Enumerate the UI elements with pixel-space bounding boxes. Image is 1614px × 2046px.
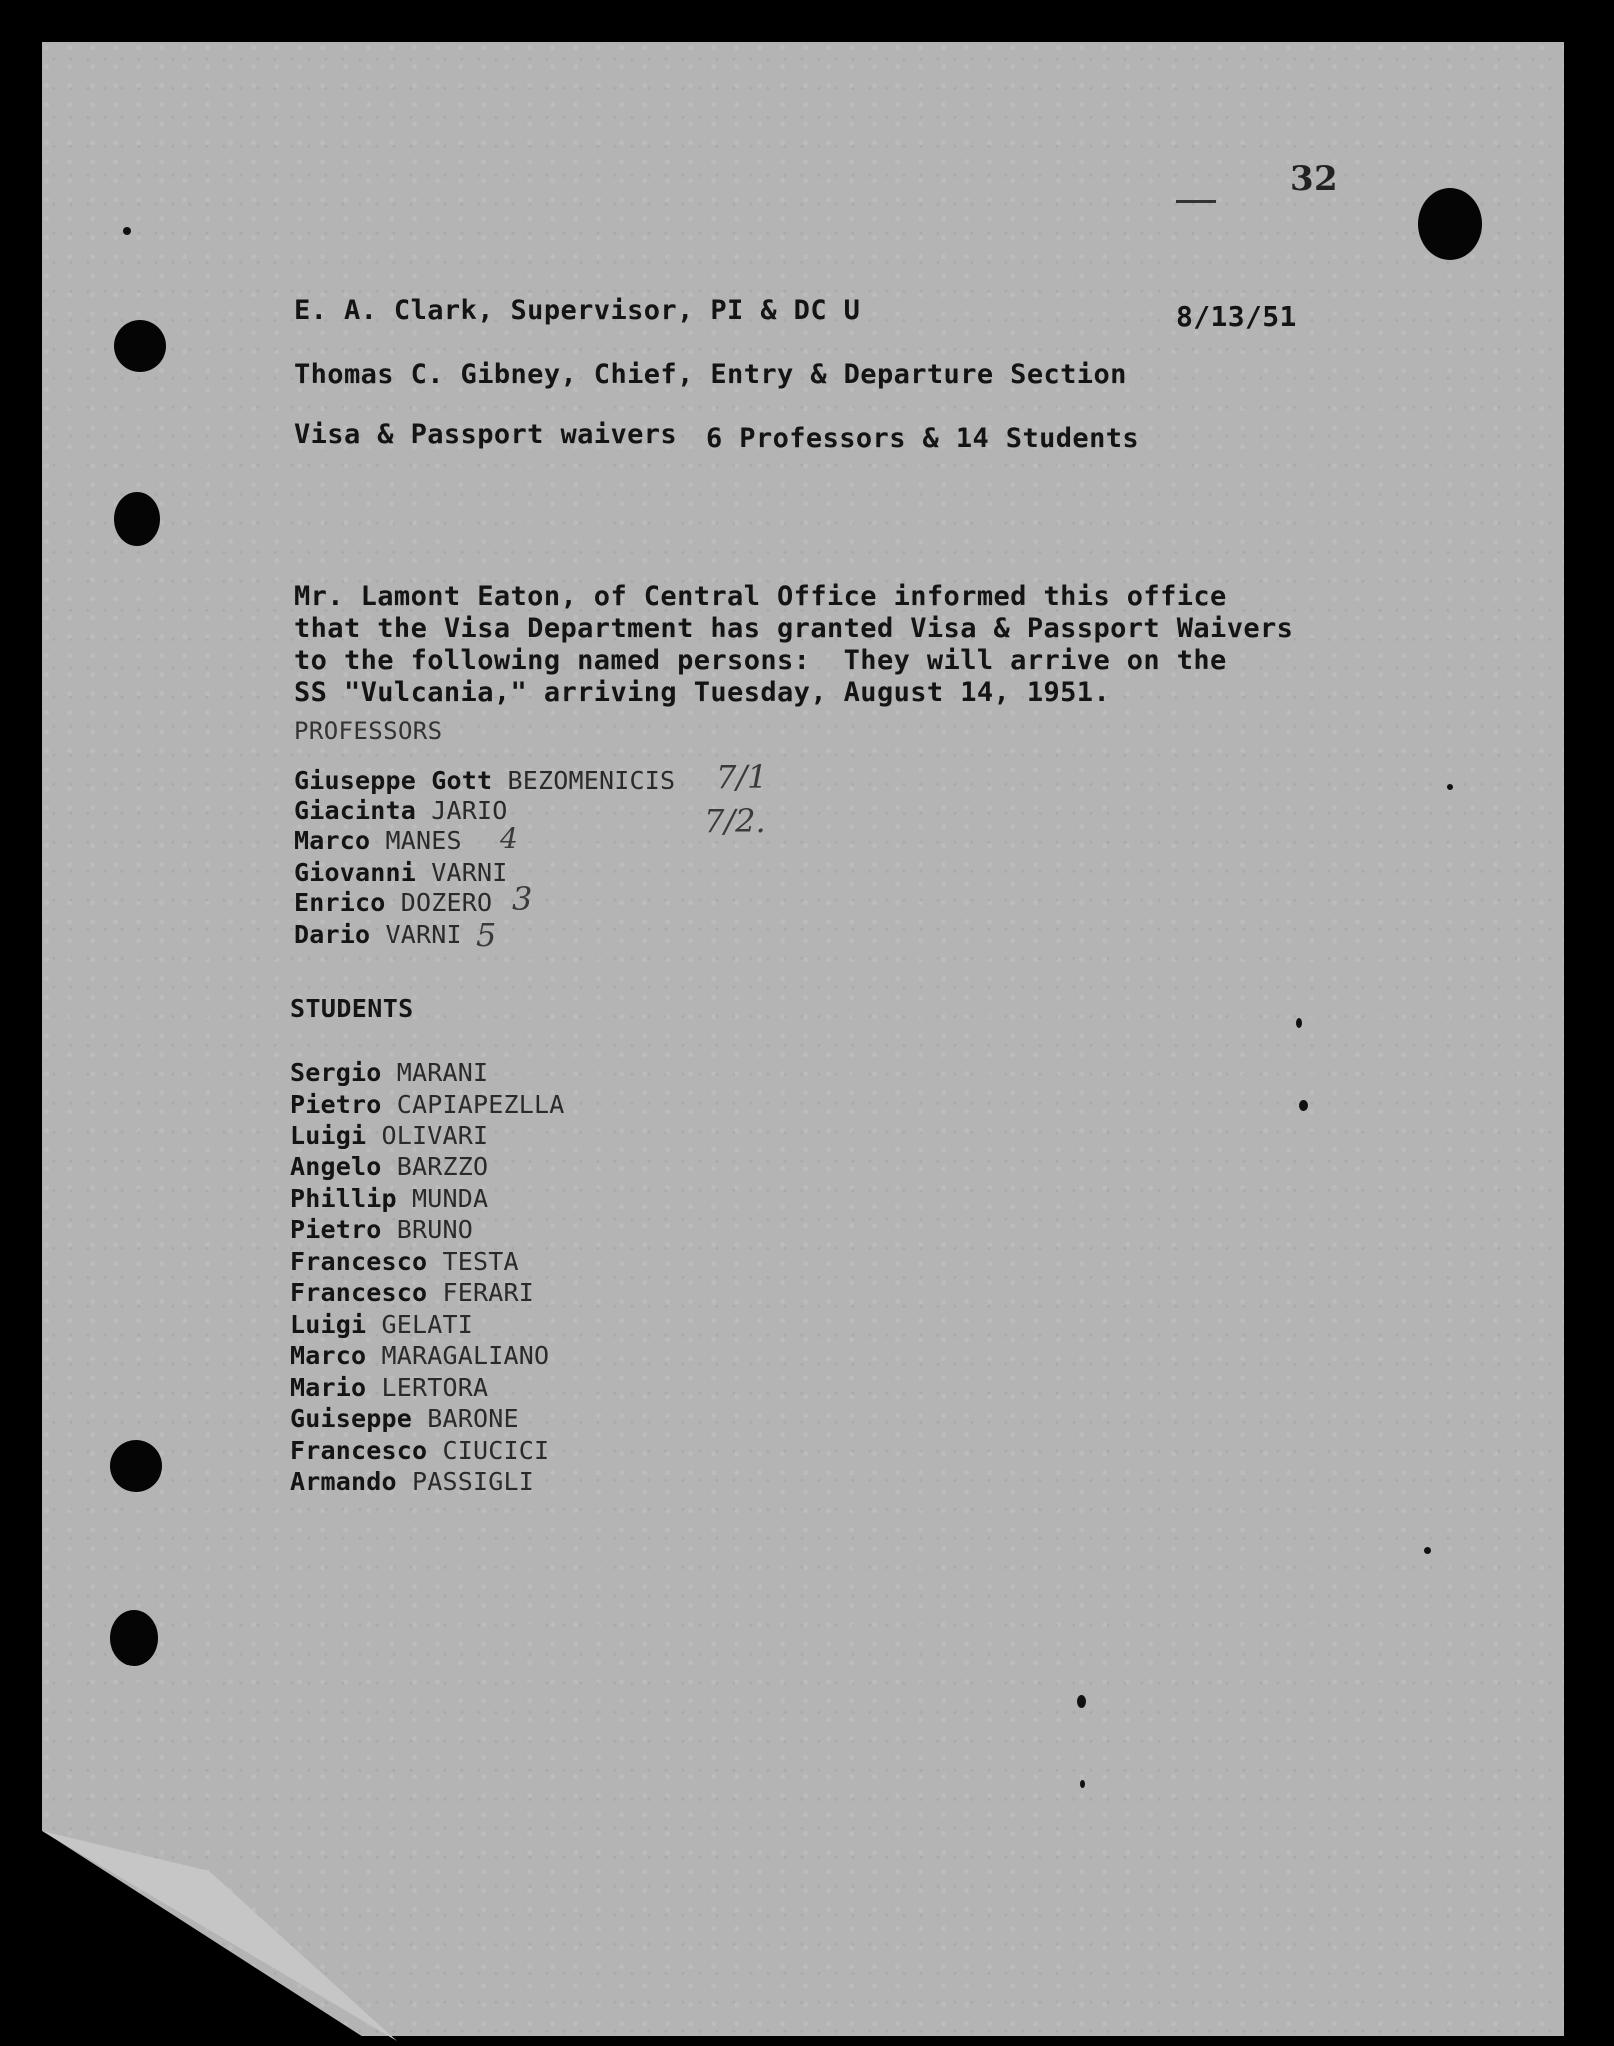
first-name: Mario xyxy=(290,1373,367,1402)
list-item xyxy=(290,1058,488,1088)
list-item xyxy=(290,1247,519,1277)
punch-hole xyxy=(110,1440,162,1492)
first-name: Francesco xyxy=(290,1436,428,1465)
first-name: Luigi xyxy=(290,1121,367,1150)
last-name: MUNDA xyxy=(412,1184,489,1213)
first-name: Luigi xyxy=(290,1310,367,1339)
first-name: Francesco xyxy=(290,1247,428,1276)
handwritten-note: 4 xyxy=(500,822,518,855)
last-name: LERTORA xyxy=(381,1373,489,1402)
last-name: BARZZO xyxy=(396,1152,489,1181)
ink-spot xyxy=(1424,1547,1431,1554)
first-name: Francesco xyxy=(290,1278,428,1307)
last-name: BARONE xyxy=(427,1404,519,1433)
students-heading: STUDENTS xyxy=(290,994,414,1023)
body-line: that the Visa Department has granted Visa & Passport Waivers xyxy=(294,613,1294,644)
list-item xyxy=(290,1436,549,1466)
last-name: TESTA xyxy=(442,1247,519,1276)
last-name: MARAGALIANO xyxy=(381,1341,550,1370)
document-page xyxy=(42,42,1564,2036)
first-name: Pietro xyxy=(290,1215,382,1244)
first-name: Giacinta xyxy=(294,796,417,825)
list-item xyxy=(294,796,508,826)
list-item xyxy=(290,1090,565,1120)
last-name: PASSIGLI xyxy=(412,1467,535,1496)
last-name: MARANI xyxy=(396,1058,489,1087)
list-item xyxy=(290,1341,549,1371)
list-item xyxy=(290,1121,488,1151)
first-name: Sergio xyxy=(290,1058,382,1087)
list-item xyxy=(294,826,462,856)
last-name: CAPIAPEZLLA xyxy=(396,1090,565,1119)
first-name: Angelo xyxy=(290,1152,382,1181)
list-item xyxy=(294,920,462,950)
memo-to: Thomas C. Gibney, Chief, Entry & Departure Section xyxy=(294,359,1127,390)
handwritten-note: 7/1 xyxy=(716,758,768,796)
ink-spot xyxy=(1299,1100,1308,1111)
first-name: Marco xyxy=(294,826,371,855)
list-item xyxy=(290,1152,488,1182)
ink-spot xyxy=(1296,1018,1302,1028)
first-name: Dario xyxy=(294,920,371,949)
list-item xyxy=(290,1404,519,1434)
last-name: BEZOMENICIS xyxy=(507,766,676,795)
memo-from: E. A. Clark, Supervisor, PI & DC U xyxy=(294,295,861,326)
first-name: Marco xyxy=(290,1341,367,1370)
ink-spot xyxy=(123,227,131,235)
body-line: to the following named persons: They will arrive on the xyxy=(294,645,1227,676)
handwritten-note: 3 xyxy=(512,880,533,918)
punch-hole xyxy=(114,492,160,546)
first-name: Pietro xyxy=(290,1090,382,1119)
ink-spot xyxy=(1447,784,1453,790)
list-item xyxy=(294,888,492,918)
page-number-dash xyxy=(1176,200,1216,203)
last-name: VARNI xyxy=(385,920,462,949)
page-number: 32 xyxy=(1290,159,1339,199)
memo-subject-right: 6 Professors & 14 Students xyxy=(706,423,1140,454)
last-name: VARNI xyxy=(431,858,508,887)
last-name: GELATI xyxy=(381,1310,474,1339)
last-name: MANES xyxy=(385,826,462,855)
memo-date: 8/13/51 xyxy=(1176,300,1297,333)
ink-spot xyxy=(1080,1780,1085,1788)
last-name: CIUCICI xyxy=(442,1436,550,1465)
handwritten-note: 7/2. xyxy=(704,802,766,840)
first-name: Enrico xyxy=(294,888,386,917)
memo-subject-left: Visa & Passport waivers xyxy=(294,419,678,450)
body-line: SS "Vulcania," arriving Tuesday, August 14, 1951. xyxy=(294,677,1111,708)
punch-hole xyxy=(114,320,166,372)
last-name: DOZERO xyxy=(400,888,493,917)
body-line: Mr. Lamont Eaton, of Central Office informed this office xyxy=(294,581,1227,612)
list-item xyxy=(290,1467,534,1497)
first-name: Giuseppe Gott xyxy=(294,766,493,795)
list-item xyxy=(290,1373,488,1403)
list-item xyxy=(290,1278,534,1308)
last-name: JARIO xyxy=(431,796,508,825)
list-item xyxy=(290,1215,473,1245)
last-name: FERARI xyxy=(442,1278,535,1307)
list-item xyxy=(294,858,508,888)
punch-hole xyxy=(110,1610,158,1666)
first-name: Armando xyxy=(290,1467,397,1496)
last-name: OLIVARI xyxy=(381,1121,489,1150)
list-item xyxy=(290,1310,473,1340)
list-item xyxy=(294,766,675,796)
professors-heading: PROFESSORS xyxy=(294,717,443,745)
punch-hole xyxy=(1418,188,1482,260)
last-name: BRUNO xyxy=(396,1215,474,1244)
first-name: Giovanni xyxy=(294,858,417,887)
first-name: Phillip xyxy=(290,1184,397,1213)
list-item xyxy=(290,1184,488,1214)
first-name: Guiseppe xyxy=(290,1404,413,1433)
ink-spot xyxy=(1077,1695,1086,1708)
handwritten-note: 5 xyxy=(476,916,497,954)
